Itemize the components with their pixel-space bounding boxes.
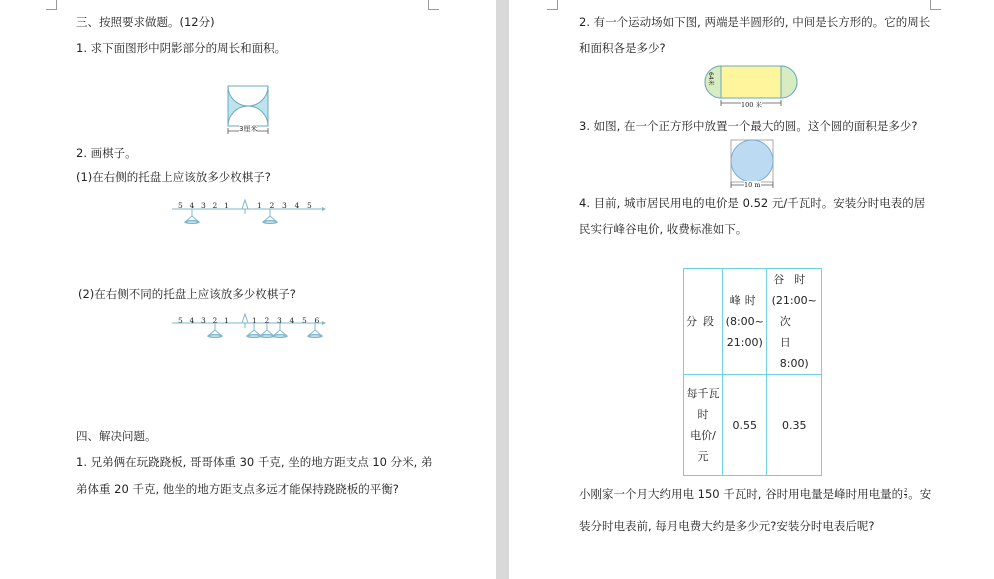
lever-tick-label: 2	[212, 201, 218, 210]
table-row	[684, 375, 822, 476]
price-head-2: 时	[697, 408, 709, 421]
peak-label: 峰时	[729, 294, 760, 307]
question-2: 2. 画棋子。	[76, 146, 137, 160]
section-3-title: 三、按照要求做题。(12分)	[76, 15, 215, 29]
valley-end: 8:00)	[779, 357, 809, 370]
lever-tick-label: 3	[201, 201, 206, 210]
document-page-left	[0, 0, 496, 579]
table-row	[684, 269, 822, 375]
lever-tick-label: 5	[178, 201, 183, 210]
lever-tick-label: 1	[257, 201, 262, 210]
lever-tick-label: 5	[178, 316, 183, 325]
problem-4-line-3-end: 。安	[908, 487, 932, 501]
problem-2-line-2: 和面积各是多少?	[579, 41, 666, 55]
price-head-1: 每千瓦	[686, 387, 720, 400]
lever-tick-label: 3	[277, 316, 282, 325]
lever-tick-label: 3	[201, 316, 206, 325]
lever-tick-label: 2	[269, 201, 275, 210]
price-table	[683, 268, 822, 476]
lever-tick-label: 6	[314, 316, 320, 325]
price-head-4: 元	[697, 450, 709, 463]
stadium-length-label: 100 米	[741, 101, 762, 109]
lever-tick-label: 4	[289, 316, 295, 325]
peak-end: 21:00)	[726, 336, 763, 349]
crop-mark	[428, 0, 439, 10]
figure-dimension-label: 3厘米	[239, 125, 258, 133]
lever-tick-label: 1	[252, 316, 257, 325]
crop-mark	[547, 0, 558, 10]
problem-2-line-1: 2. 有一个运动场如下图, 两端是半圆形的, 中间是长方形的。它的周长	[579, 15, 931, 29]
lever-tick-label: 2	[212, 316, 218, 325]
table-cell-valley	[767, 269, 822, 375]
peak-start: (8:00~	[725, 315, 764, 328]
circle-size-label: 10 m	[744, 181, 761, 189]
question-2-1: (1)在右侧的托盘上应该放多少枚棋子?	[76, 170, 271, 184]
lever-tick-label: 1	[224, 316, 229, 325]
problem-3: 3. 如图, 在一个正方形中放置一个最大的圆。这个圆的面积是多少?	[579, 119, 918, 133]
table-cell-period-head: 分段	[684, 269, 723, 375]
page-gap	[496, 0, 509, 579]
problem-1-line-1: 1. 兄弟俩在玩跷跷板, 哥哥体重 30 千克, 坐的地方距支点 10 分米, 弟	[76, 455, 433, 469]
problem-4-line-3-text: 小刚家一个月大约用电 150 千瓦时, 谷时用电量是峰时用电量的	[579, 487, 904, 501]
table-cell-peak	[723, 269, 767, 375]
lever-tick-label: 5	[307, 201, 312, 210]
question-1: 1. 求下面图形中阴影部分的周长和面积。	[76, 41, 287, 55]
valley-label: 谷时	[773, 273, 816, 286]
problem-1-line-2: 弟体重 20 千克, 他坐的地方距支点多远才能保持跷跷板的平衡?	[76, 482, 399, 496]
document-page-right	[509, 0, 994, 579]
lever-tick-label: 3	[282, 201, 287, 210]
crop-mark	[930, 0, 941, 10]
price-head-3: 电价/	[690, 429, 716, 442]
problem-4-line-4: 装分时电表前, 每月电费大约是多少元?安装分时电表后呢?	[579, 519, 875, 533]
fraction	[904, 489, 907, 500]
problem-4-line-1: 4. 目前, 城市居民用电的电价是 0.52 元/千瓦时。安装分时电表的居	[579, 196, 926, 210]
stadium-width-label: 64米	[707, 72, 714, 86]
lever-tick-label: 4	[294, 201, 300, 210]
fraction-denominator: 3	[904, 494, 908, 500]
valley-next-day: 次日	[779, 315, 809, 349]
fraction-numerator: 2	[904, 488, 908, 494]
table-cell-price-head	[684, 375, 723, 476]
valley-start: (21:00~	[771, 294, 817, 307]
problem-4-line-2: 民实行峰谷电价, 收费标准如下。	[579, 222, 748, 236]
table-cell-peak-price: 0.55	[723, 375, 767, 476]
lever-tick-label: 1	[224, 201, 229, 210]
problem-4-line-3	[579, 487, 931, 501]
lever-tick-label: 2	[264, 316, 270, 325]
lever-tick-label: 4	[189, 316, 195, 325]
crop-mark	[46, 0, 57, 10]
table-cell-valley-price: 0.35	[767, 375, 822, 476]
lever-tick-label: 5	[302, 316, 307, 325]
section-4-title: 四、解决问题。	[76, 429, 157, 443]
lever-tick-label: 4	[189, 201, 195, 210]
question-2-2: (2)在右侧不同的托盘上应该放多少枚棋子?	[78, 287, 296, 301]
